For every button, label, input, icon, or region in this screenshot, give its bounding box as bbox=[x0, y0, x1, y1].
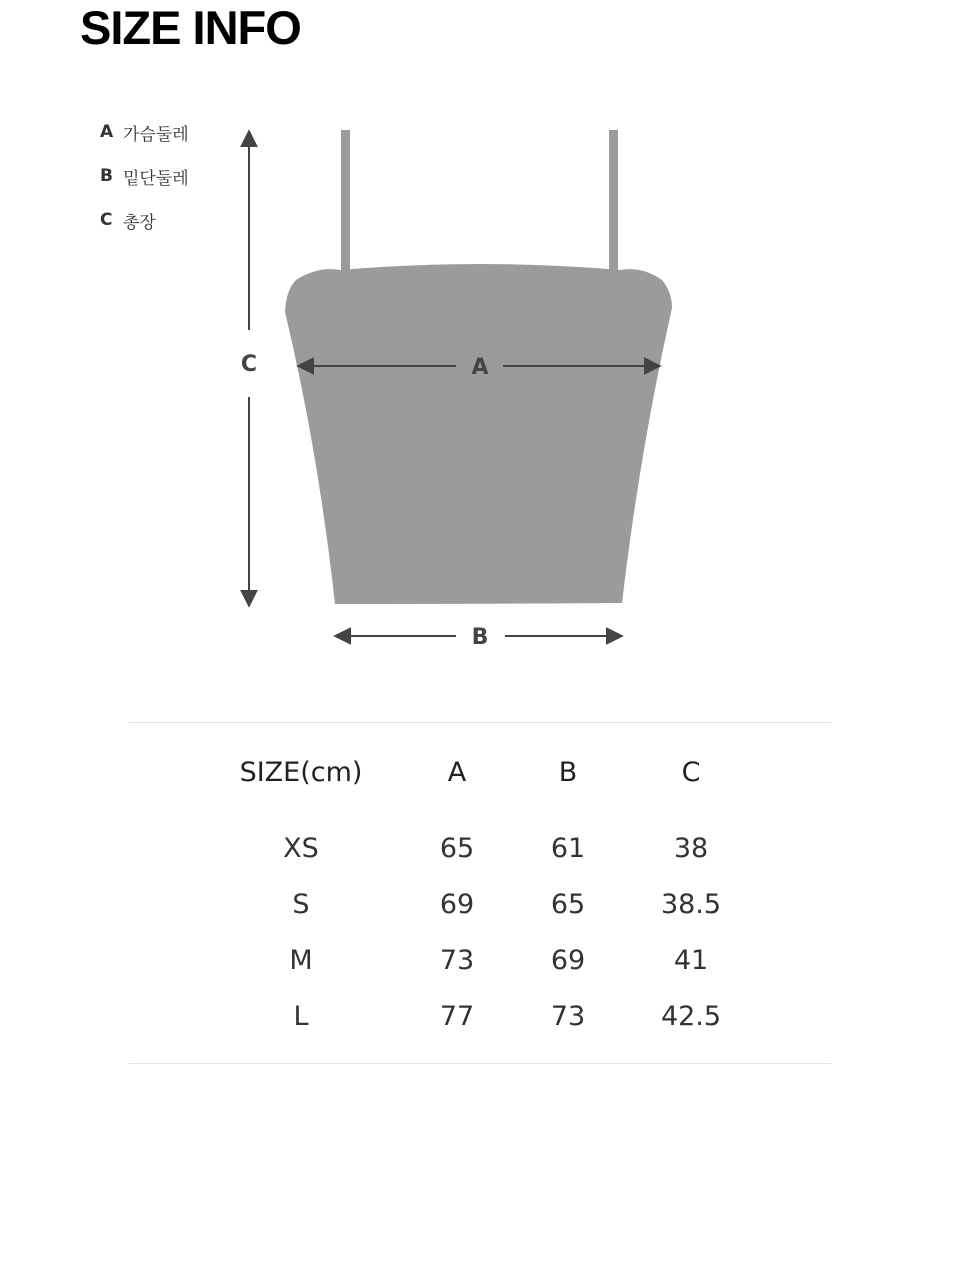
table-cell-a: 65 bbox=[439, 833, 475, 864]
table-cell-c: 41 bbox=[673, 945, 709, 976]
table-cell-c: 38 bbox=[673, 833, 709, 864]
table-header-a: A bbox=[447, 757, 467, 788]
legend-label: 가슴둘레 bbox=[123, 124, 189, 145]
label-b: B bbox=[471, 625, 489, 650]
table-cell-c: 42.5 bbox=[660, 1001, 722, 1032]
page-title: SIZE INFO bbox=[80, 1, 301, 54]
table-cell-size: M bbox=[289, 945, 313, 976]
table-cell-a: 69 bbox=[439, 889, 475, 920]
label-c: C bbox=[240, 352, 258, 377]
table-cell-size: L bbox=[293, 1001, 309, 1032]
table-header-size: SIZE(cm) bbox=[239, 757, 363, 788]
table-cell-size: XS bbox=[283, 833, 319, 864]
table-cell-a: 73 bbox=[439, 945, 475, 976]
left-strap bbox=[341, 130, 350, 275]
right-strap bbox=[609, 130, 618, 275]
table-cell-b: 73 bbox=[550, 1001, 586, 1032]
garment-body bbox=[285, 264, 672, 604]
table-header-c: C bbox=[681, 757, 701, 788]
legend-label: 총장 bbox=[123, 212, 156, 233]
label-a: A bbox=[471, 355, 489, 380]
table-header-b: B bbox=[558, 757, 578, 788]
table-cell-b: 65 bbox=[550, 889, 586, 920]
table-cell-b: 69 bbox=[550, 945, 586, 976]
legend-key: A bbox=[100, 122, 114, 142]
legend-label: 밑단둘레 bbox=[123, 168, 189, 189]
legend-key: C bbox=[100, 210, 113, 230]
size-table bbox=[129, 722, 831, 1064]
table-cell-a: 77 bbox=[439, 1001, 475, 1032]
table-cell-b: 61 bbox=[550, 833, 586, 864]
table-cell-c: 38.5 bbox=[660, 889, 722, 920]
table-cell-size: S bbox=[292, 889, 310, 920]
legend-key: B bbox=[100, 166, 113, 186]
